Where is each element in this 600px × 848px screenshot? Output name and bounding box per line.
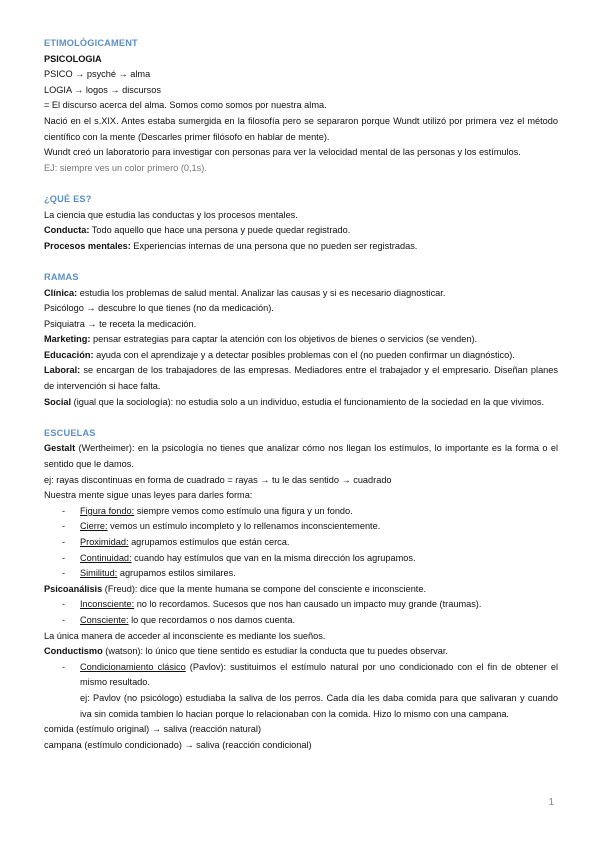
subheading-psicologia: PSICOLOGIA	[44, 53, 102, 64]
list-item: - Consciente: lo que recordamos o nos damos cuenta.	[62, 614, 296, 625]
escuela-conductismo: Conductismo (watson): lo único que tiene sentido es estudiar la conducta que tu puedes observar.	[44, 646, 448, 657]
section-heading-etimologia: ETIMOLÒGICAMENT	[44, 38, 138, 48]
document-page	[44, 36, 558, 753]
psicologo-line: Psicólogo → descubre lo que tienes (no da medicación).	[44, 303, 274, 314]
escuela-gestalt: Gestalt (Wertheimer): en la psicología no tienes que analizar cómo nos llegan los estímulos, lo importante es la forma o el sentido que le damos.	[44, 443, 558, 470]
rama-social: Social (igual que la sociología): no estudia solo a un individuo, estudia el funcionamiento de la sociedad en la que vivimos.	[44, 396, 545, 407]
comida-line: comida (estímulo original) → saliva (reacción natural)	[44, 724, 262, 735]
etymology-psico: PSICO → psyché → alma	[44, 69, 151, 80]
list-item: - Cierre: vemos un estímulo incompleto y lo rellenamos inconscientemente.	[62, 521, 381, 532]
rama-educacion: Educación: ayuda con el aprendizaje y a detectar posibles problemas con el (no pueden confirmar un diagnóstico).	[44, 349, 515, 360]
rama-clinica: Clínica: estudia los problemas de salud mental. Analizar las causas y si es necesario diagnosticar.	[44, 287, 446, 298]
rama-laboral: Laboral: se encargan de los trabajadores de las empresas. Mediadores entre el trabajador y el empresario. Diseñan planes de intervención si hace falta.	[44, 365, 558, 392]
list-item: - Condicionamiento clásico (Pavlov): sustituimos el estímulo natural por uno condicionado con el fin de obtener el mismo resultado.	[62, 661, 558, 688]
gestalt-laws-intro: Nuestra mente sigue unas leyes para darles forma:	[44, 490, 253, 501]
procesos-definition: Procesos mentales: Experiencias internas de una persona que no pueden ser registradas.	[44, 240, 418, 251]
list-item: - Figura fondo: siempre vemos como estímulo una figura y un fondo.	[62, 505, 353, 516]
definition-line: La ciencia que estudia las conductas y los procesos mentales.	[44, 209, 298, 220]
campana-line: campana (estímulo condicionado) → saliva (reacción condicional)	[44, 739, 312, 750]
etymology-logia: LOGIA → logos → discursos	[44, 84, 161, 95]
history-paragraph: Nació en el s.XIX. Antes estaba sumergida en la filosofía pero se separaron porque Wundt utilizó por primera vez el método científico con la mente (Descarles primer filósofo en hablar de mente).	[44, 115, 558, 142]
list-item: - Proximidad: agrupamos estímulos que están cerca.	[62, 537, 290, 547]
gestalt-example: ej: rayas discontinuas en forma de cuadrado = rayas → tu le das sentido → cuadrado	[44, 474, 392, 485]
rama-marketing: Marketing: pensar estrategias para captar la atención con los objetivos de bienes o servicios (se venden).	[44, 334, 478, 345]
conducta-definition: Conducta: Todo aquello que hace una persona y puede quedar registrado.	[44, 225, 351, 236]
list-item: - Similitud: agrupamos estilos similares.	[62, 568, 236, 579]
section-heading-que-es: ¿QUÉ ES?	[44, 193, 92, 204]
escuela-psicoanalisis: Psicoanálisis (Freud): dice que la mente humana se compone del consciente e inconsciente.	[44, 583, 427, 594]
etymology-definition: = El discurso acerca del alma. Somos como somos por nuestra alma.	[44, 100, 327, 111]
suenos-line: La única manera de acceder al inconsciente es mediante los sueños.	[44, 630, 326, 641]
pavlov-example: ej: Pavlov (no psicólogo) estudiaba la saliva de los perros. Cada día les daba comida para que salivaran y cuando iva sin comida tambien lo hacian porque lo relacionaban con la comida. Hizo lo mismo con una campana.	[80, 692, 558, 719]
psiquiatra-line: Psiquiatra → te receta la medicación.	[44, 318, 197, 329]
page-number: 1	[548, 797, 554, 808]
section-heading-ramas: RAMAS	[44, 271, 79, 282]
list-item: - Inconsciente: no lo recordamos. Sucesos que nos han causado un impacto muy grande (traumas).	[62, 599, 482, 610]
section-heading-escuelas: ESCUELAS	[44, 427, 96, 438]
example-line: EJ: siempre ves un color primero (0,1s).	[44, 162, 207, 173]
list-item: - Continuidad: cuando hay estímulos que van en la misma dirección los agrupamos.	[62, 552, 416, 563]
wundt-paragraph: Wundt creó un laboratorio para investigar con personas para ver la velocidad mental de las personas y los estímulos.	[44, 147, 521, 158]
